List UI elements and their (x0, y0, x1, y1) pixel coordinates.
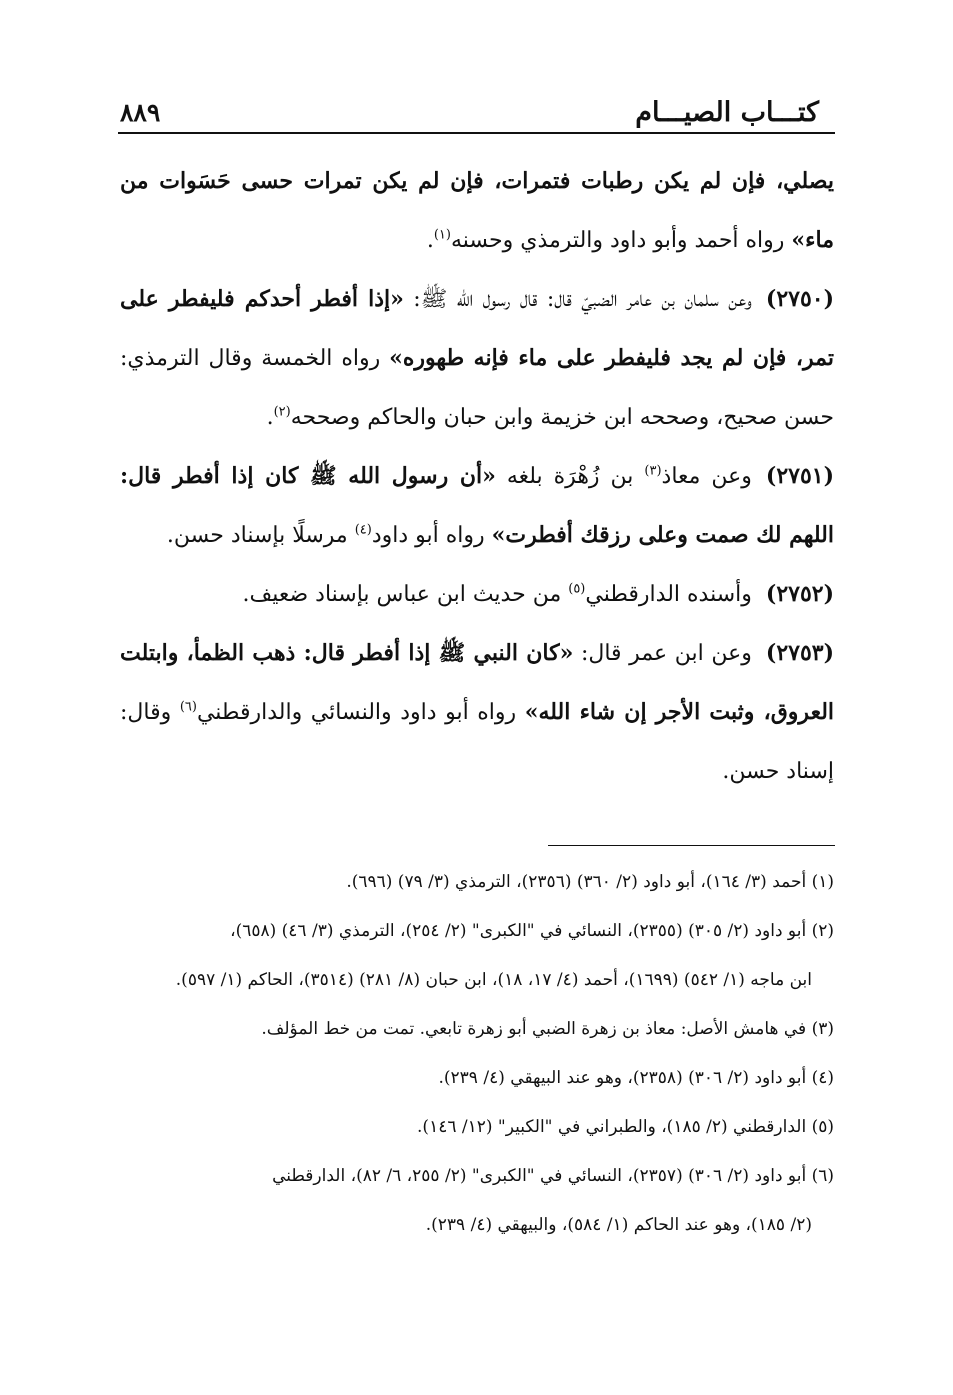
footnote-text: (١) أحمد (٣/ ١٦٤)، أبو داود (٢/ ٣٦٠) (٢٣٥٦)، الترمذي (٣/ ٧٩) (٦٩٦). (346, 872, 834, 892)
paragraph-text: رواه أبو داود (371, 523, 492, 548)
page-header (118, 96, 835, 134)
hadith-2751 (120, 447, 834, 565)
paragraph-text: رواه أحمد وأبو داود والترمذي وحسنه (450, 228, 792, 253)
paragraph-text: رواه الخمسة وقال الترمذي: حسن صحيح، وصححه ابن خزيمة وابن حبان والحاكم وصححه (120, 346, 834, 430)
footnote-ref: (٦) (179, 699, 197, 715)
hadith-text: «كان النبي ﷺ إذا أفطر قال: ذهب الظمأ، وابتلت العروق، وثبت الأجر إن شاء الله» (120, 640, 835, 725)
footnote-ref: (٢) (273, 404, 291, 420)
footnote-ref: (١) (433, 227, 451, 243)
main-text (120, 152, 834, 801)
footnote-ref: (٥) (568, 581, 586, 597)
hadith-text: يصلي، فإن لم يكن رطبات فتمرات، فإن لم يكن تمرات حسى حَسَوات من ماء» (120, 168, 834, 253)
footnote-text: (٦) أبو داود (٢/ ٣٠٦) (٢٣٥٧)، النسائي في "الكبرى" (٢/ ٢٥٥، ٦/ ٨٢)، الدارقطني (272, 1166, 834, 1186)
paragraph-text: . (266, 405, 274, 430)
footnote-ref: (٤) (354, 522, 372, 538)
hadith-text: «إذا أفطر أحدكم فليفطر على تمر، فإن لم يجد فليفطر على ماء فإنه طهوره» (120, 286, 834, 371)
footnotes (120, 858, 834, 1250)
paragraph-continuation (120, 152, 834, 270)
paragraph-text: بن زُهْرَة بلغه (495, 464, 645, 489)
paragraph-text: . (426, 228, 434, 253)
hadith-number: (٢٧٥١) (765, 463, 834, 489)
footnote-4 (120, 1054, 834, 1103)
hadith-2750 (120, 270, 834, 447)
footnote-continuation: ابن ماجه (١/ ٥٤٢) (١٦٩٩)، أحمد (٤/ ١٧، ١٨)، ابن حبان (٨/ ٢٨١) (٣٥١٤)، الحاكم (١/ ٥٩٧). (175, 970, 812, 990)
footnote-1 (120, 858, 834, 907)
paragraph-text: من حديث ابن عباس بإسناد ضعيف. (242, 582, 569, 607)
hadith-number: (٢٧٥٢) (765, 581, 834, 607)
footnote-text: (٤) أبو داود (٢/ ٣٠٦) (٢٣٥٨)، وهو عند البيهقي (٤/ ٢٣٩). (438, 1068, 834, 1088)
footnote-text: (٣) في هامش الأصل: معاذ بن زهرة الضبي أبو زهرة تابعي. تمت من خط المؤلف. (261, 1019, 834, 1039)
footnote-3 (120, 1005, 834, 1054)
paragraph-text: وعن سلمان بن عامر الضبيّ قال: قال رسول الله ﷺ: (403, 287, 752, 312)
paragraph-text: رواه أبو داود والنسائي والدارقطني (196, 700, 525, 725)
running-title: كتـــاب الصيـــام (635, 97, 819, 128)
hadith-text: «أن رسول الله ﷺ كان إذا أفطر قال: اللهم لك صمت وعلى رزقك أفطرت» (120, 463, 834, 548)
paragraph-text: وعن معاذ (661, 464, 752, 489)
paragraph-text: وقال: إسناد حسن. (120, 700, 834, 784)
footnote-ref: (٣) (644, 463, 662, 479)
footnote-6 (120, 1152, 834, 1250)
footnote-separator (548, 845, 835, 846)
footnote-2 (120, 907, 834, 1005)
footnote-text: (٢) أبو داود (٢/ ٣٠٥) (٢٣٥٥)، النسائي في "الكبرى" (٢/ ٢٥٤)، الترمذي (٣/ ٤٦) (٦٥٨)، (230, 921, 834, 941)
footnote-5 (120, 1103, 834, 1152)
footnote-text: (٥) الدارقطني (٢/ ١٨٥)، والطبراني في "الكبير" (١٢/ ١٤٦). (417, 1117, 834, 1137)
page-number: ٨٨٩ (120, 98, 161, 127)
paragraph-text: مرسلًا بإسناد حسن. (166, 523, 355, 548)
paragraph-text: وعن ابن عمر قال: (573, 641, 752, 666)
hadith-2752 (120, 565, 834, 624)
footnote-continuation: (٢/ ١٨٥)، وهو عند الحاكم (١/ ٥٨٤)، والبيهقي (٤/ ٢٣٩). (425, 1215, 812, 1235)
paragraph-text: وأسنده الدارقطني (585, 582, 752, 607)
hadith-2753 (120, 624, 834, 801)
hadith-number: (٢٧٥٣) (765, 640, 835, 666)
hadith-number: (٢٧٥٠) (765, 286, 834, 312)
